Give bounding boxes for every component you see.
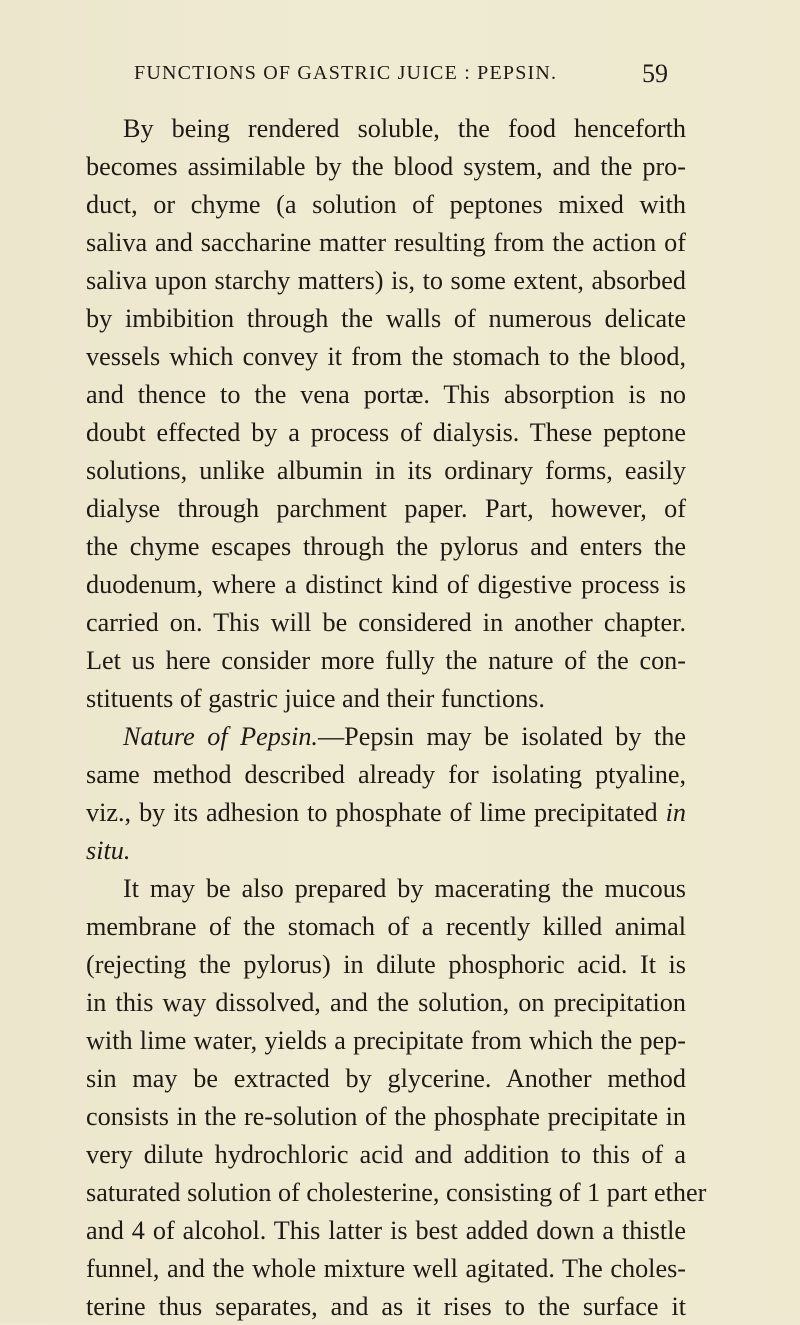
- text-line: terine thus separates, and as it rises to the surface it: [86, 1292, 686, 1321]
- text-line: saliva and saccharine matter resulting from the action of: [86, 228, 686, 257]
- page-header: [0, 59, 800, 92]
- text-line: the chyme escapes through the pylorus and enters the: [86, 532, 686, 561]
- text-span: —Pepsin may be isolated by the: [317, 722, 686, 751]
- text-line: [86, 719, 686, 755]
- text-line: vessels which convey it from the stomach to the blood,: [86, 342, 686, 371]
- page-number: 59: [642, 59, 668, 88]
- text-span: viz., by its adhesion to phosphate of lime precipitated: [86, 798, 658, 827]
- text-line: funnel, and the whole mixture well agitated. The choles-: [86, 1254, 686, 1283]
- running-head: FUNCTIONS OF GASTRIC JUICE : PEPSIN.: [134, 62, 558, 84]
- text-line: with lime water, yields a precipitate from which the pep-: [86, 1026, 686, 1055]
- text-line: doubt effected by a process of dialysis. These peptone: [86, 418, 686, 447]
- text-line: It may be also prepared by macerating the mucous: [123, 874, 686, 903]
- text-line: by imbibition through the walls of numerous delicate: [86, 304, 686, 333]
- text-line: carried on. This will be considered in another chapter.: [86, 608, 686, 637]
- text-line: [86, 795, 686, 831]
- text-line: stituents of gastric juice and their functions.: [86, 684, 545, 713]
- text-line: saliva upon starchy matters) is, to some extent, absorbed: [86, 266, 686, 295]
- text-line: consists in the re-solution of the phosphate precipitate in: [86, 1102, 686, 1131]
- text-line: duct, or chyme (a solution of peptones mixed with: [86, 190, 686, 219]
- text-line: same method described already for isolating ptyaline,: [86, 760, 686, 789]
- italic-span: in: [665, 798, 686, 827]
- text-line: becomes assimilable by the blood system, and the pro-: [86, 152, 686, 181]
- text-line: dialyse through parchment paper. Part, however, of: [86, 494, 686, 523]
- text-line: sin may be extracted by glycerine. Another method: [86, 1064, 686, 1093]
- text-line: membrane of the stomach of a recently killed animal: [86, 912, 686, 941]
- text-line: Let us here consider more fully the nature of the con-: [86, 646, 686, 675]
- text-line: solutions, unlike albumin in its ordinary forms, easily: [86, 456, 686, 485]
- text-line: duodenum, where a distinct kind of digestive process is: [86, 570, 686, 599]
- text-line: By being rendered soluble, the food henceforth: [123, 114, 686, 143]
- text-line: saturated solution of cholesterine, consisting of 1 part ether: [86, 1178, 707, 1207]
- text-line: very dilute hydrochloric acid and addition to this of a: [86, 1140, 686, 1169]
- text-line: (rejecting the pylorus) in dilute phosphoric acid. It is: [86, 950, 686, 979]
- text-line: and 4 of alcohol. This latter is best added down a thistle: [86, 1216, 686, 1245]
- text-line: situ.: [86, 836, 131, 865]
- text-line: and thence to the vena portæ. This absorption is no: [86, 380, 686, 409]
- section-heading: Nature of Pepsin.: [123, 722, 318, 751]
- text-line: in this way dissolved, and the solution, on precipitation: [86, 988, 686, 1017]
